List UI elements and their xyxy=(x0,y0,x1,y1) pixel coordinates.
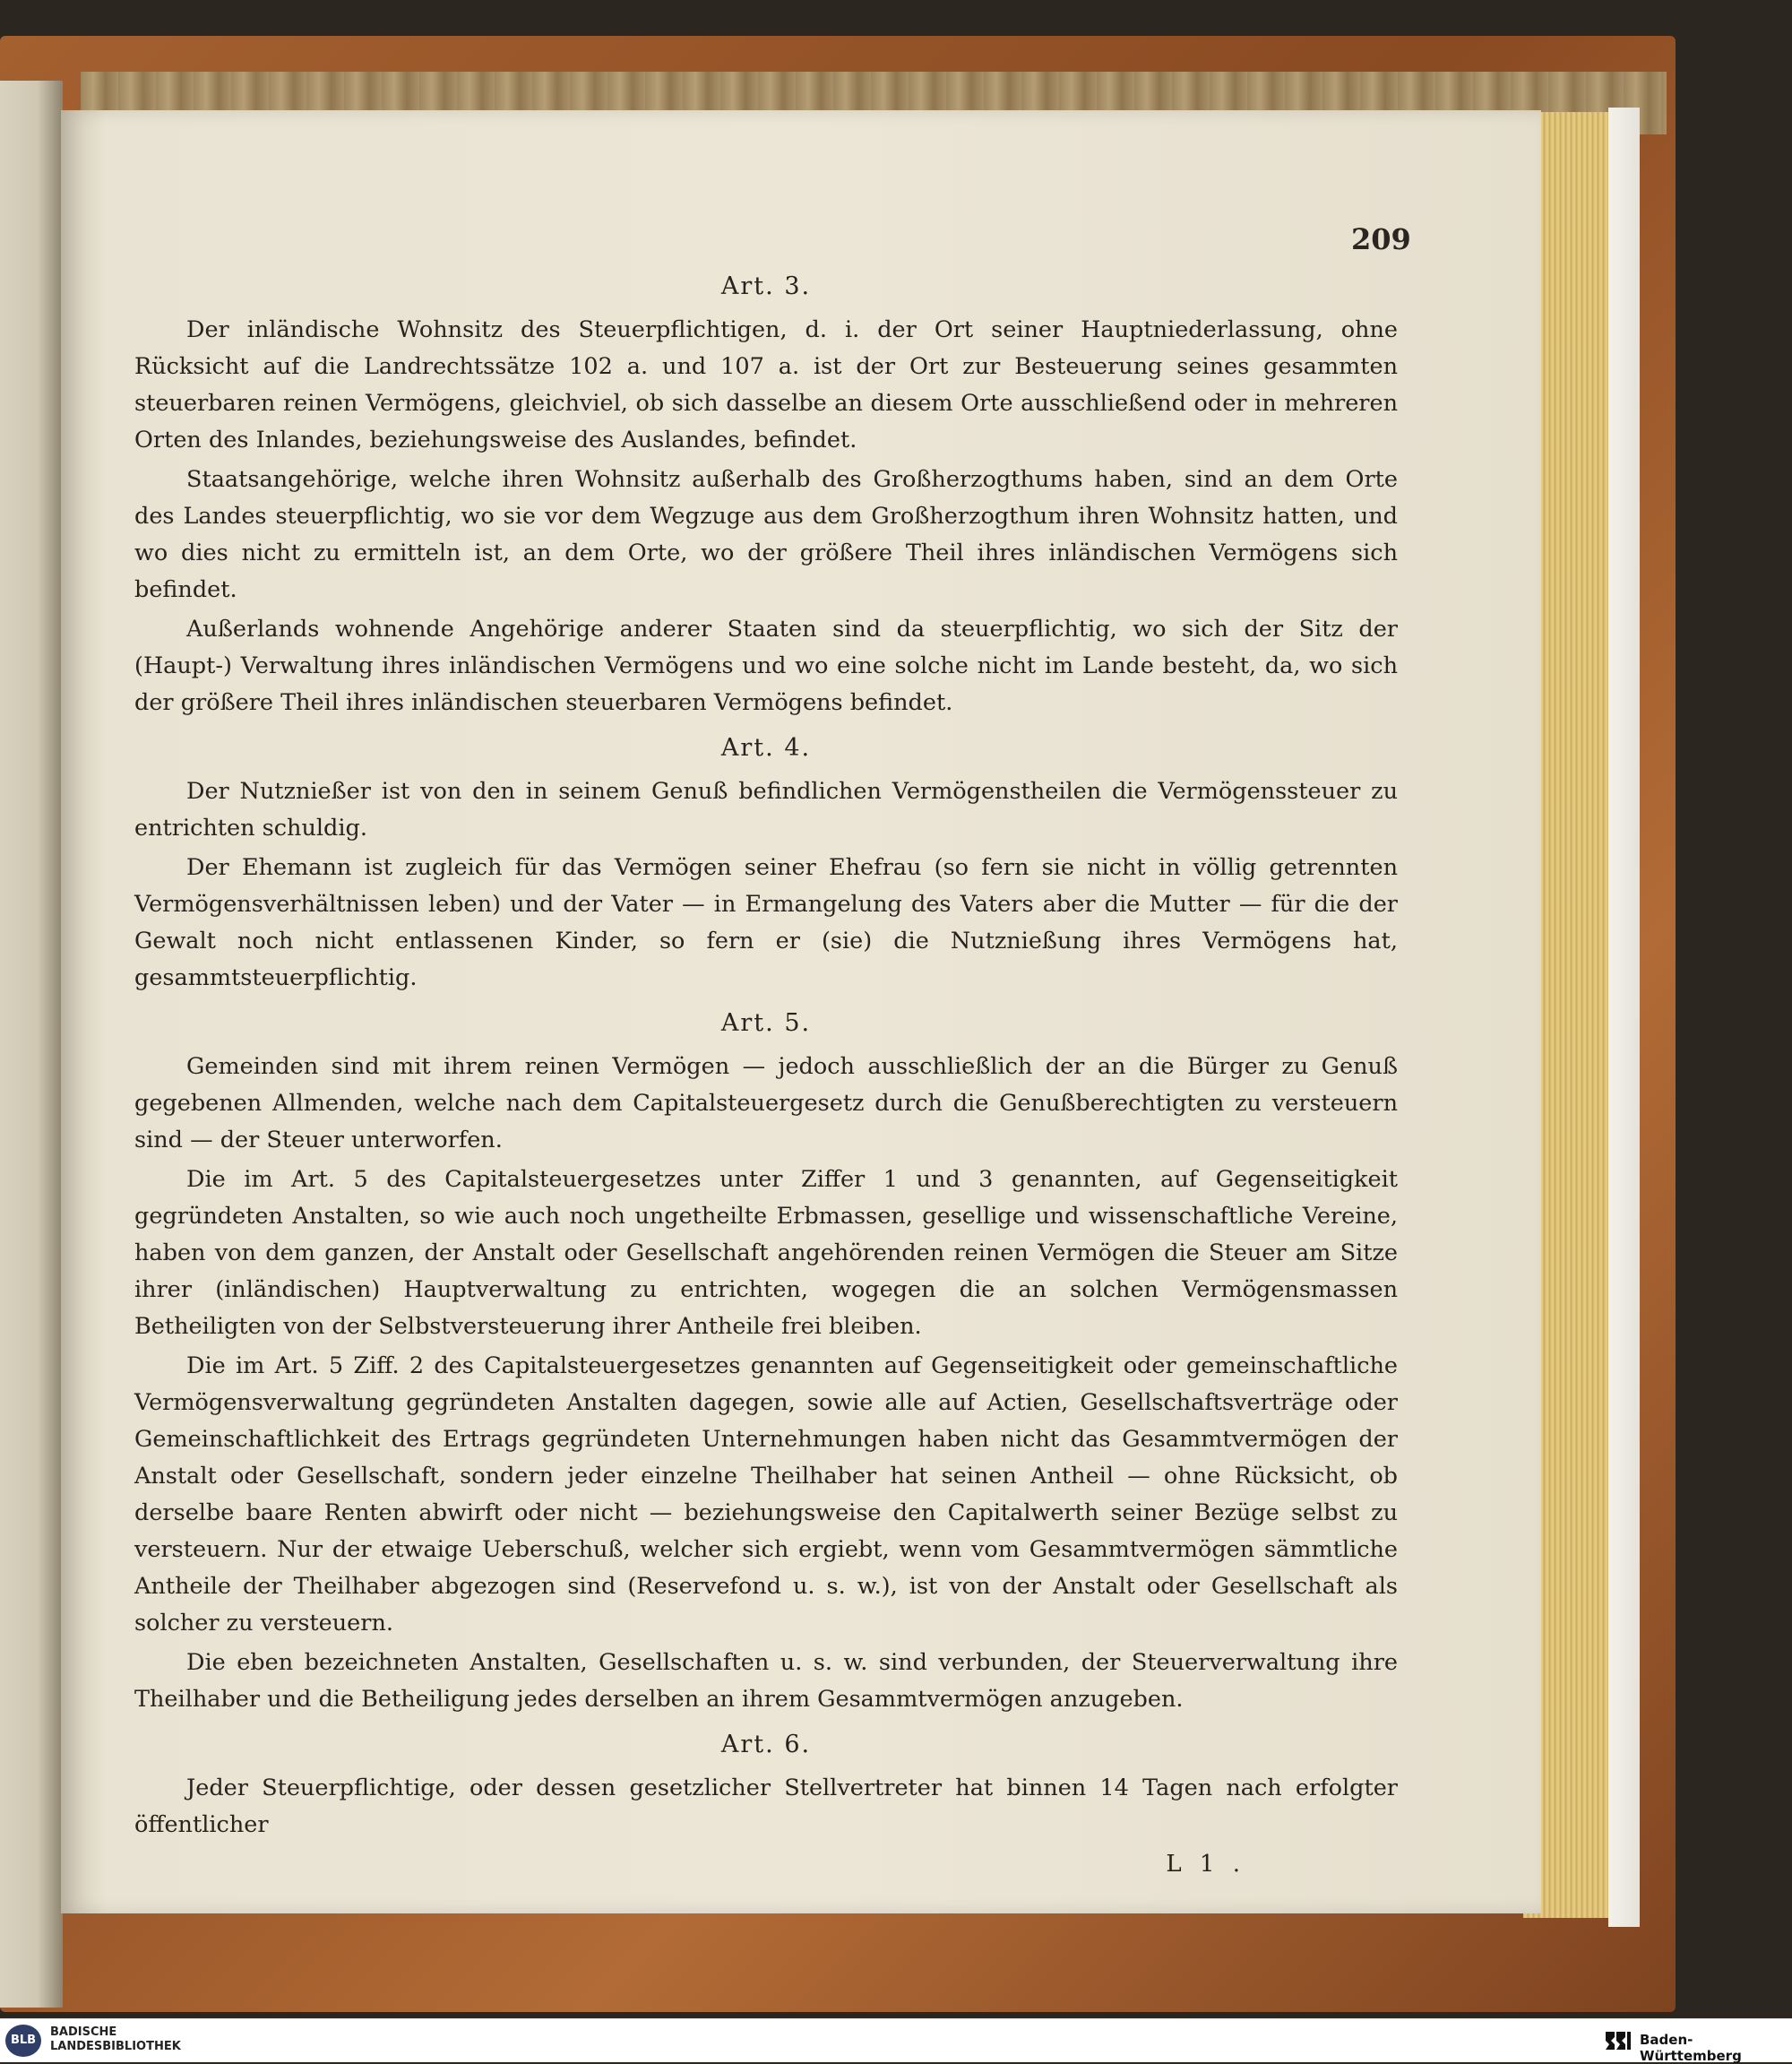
paragraph: Die im Art. 5 Ziff. 2 des Capitalsteuergesetzes genannten auf Gegenseitigkeit oder gemeinschaftliche Vermögensverwaltung gegründeten Anstalten dagegen, sowie alle auf Actien, Gesellschaftsverträge oder Gemeinschaftlichkeit des Ertrags gegründeten Unternehmungen haben nicht das Gesammtvermögen der Anstalt oder Gesellschaft, sondern jeder einzelne Theilhaber hat seinen Antheil — ohne Rücksicht, ob derselbe baare Renten abwirft oder nicht — beziehungsweise den Capitalwerth seiner Bezüge selbst zu versteuern. Nur der etwaige Ueberschuß, welcher sich ergiebt, wenn vom Gesammtvermögen sämmtliche Antheile der Theilhaber abgezogen sind (Reservefond u. s. w.), ist von der Anstalt oder Gesellschaft als solcher zu versteuern. xyxy=(134,1352,1398,1637)
article-heading: Art. 5. xyxy=(720,1009,812,1037)
paragraph: Gemeinden sind mit ihrem reinen Vermögen — jedoch ausschließlich der an die Bürger zu Genuß gegebenen Allmenden, welche nach dem Capitalsteuergesetz durch die Genußberechtigten zu versteuern sind — der Steuer unterworfen. xyxy=(134,1053,1398,1153)
facing-page-edge xyxy=(0,81,63,2008)
paragraph: Staatsangehörige, welche ihren Wohnsitz außerhalb des Großherzogthums haben, sind an dem Orte des Landes steuerpflichtig, wo sie vor dem Wegzuge aus dem Großherzogthum ihren Wohnsitz hatten, und wo dies nicht zu ermitteln ist, an dem Orte, wo der größere Theil ihres inländischen Vermögens sich befindet. xyxy=(134,466,1398,603)
paragraph: Der Ehemann ist zugleich für das Vermögen seiner Ehefrau (so fern sie nicht in völlig getrennten Vermögensverhältnissen leben) und der Vater — in Ermangelung des Vaters aber die Mutter — für die der Gewalt noch nicht entlassenen Kinder, so fern er (sie) die Nutznießung ihres Vermögens hat, gesammtsteuerpflichtig. xyxy=(134,854,1398,991)
paragraph: Jeder Steuerpflichtige, oder dessen gesetzlicher Stellvertreter hat binnen 14 Tagen nach erfolgter öffentlicher xyxy=(134,1775,1398,1838)
baden-wuerttemberg-lions-icon[interactable] xyxy=(1604,2028,1633,2053)
article-heading: Art. 6. xyxy=(720,1731,812,1758)
page-text xyxy=(134,260,1398,1882)
paragraph: Die eben bezeichneten Anstalten, Gesellschaften u. s. w. sind verbunden, der Steuerverwaltung ihre Theilhaber und die Betheiligung jedes derselben an ihrem Gesammtvermögen anzugeben. xyxy=(134,1649,1398,1713)
page-block-white-edge xyxy=(1608,108,1640,1927)
paragraph: Der Nutznießer ist von den in seinem Genuß befindlichen Vermögenstheilen die Vermögenssteuer zu entrichten schuldig. xyxy=(134,778,1398,842)
signature-mark: L 1 . xyxy=(1166,1851,1245,1878)
paragraph: Der inländische Wohnsitz des Steuerpflichtigen, d. i. der Ort seiner Hauptniederlassung, ohne Rücksicht auf die Landrechtssätze 102 a. und 107 a. ist der Ort zur Besteuerung seines gesammten steuerbaren reinen Vermögens, gleichviel, ob sich dasselbe an diesem Orte ausschließend oder in mehreren Orten des Inlandes, beziehungsweise des Auslandes, befindet. xyxy=(134,316,1398,453)
page-number: 209 xyxy=(1351,222,1411,256)
article-heading: Art. 3. xyxy=(720,272,812,300)
state-name[interactable]: Baden-Württemberg xyxy=(1640,2032,1742,2064)
blb-logo-icon[interactable]: BLB xyxy=(5,2025,41,2057)
footer-bar xyxy=(0,2018,1792,2062)
paragraph: Außerlands wohnende Angehörige anderer Staaten sind da steuerpflichtig, wo sich der Sitz der (Haupt-) Verwaltung ihres inländischen Vermögens und wo eine solche nicht im Lande besteht, da, wo sich der größere Theil ihres inländischen steuerbaren Vermögens befindet. xyxy=(134,616,1398,716)
article-heading: Art. 4. xyxy=(720,734,812,762)
paragraph: Die im Art. 5 des Capitalsteuergesetzes unter Ziffer 1 und 3 genannten, auf Gegenseitigkeit gegründeten Anstalten, so wie auch noch ungetheilte Erbmassen, gesellige und wissenschaftliche Vereine, haben von dem ganzen, der Anstalt oder Gesellschaft angehörenden reinen Vermögen die Steuer am Sitze ihrer (inländischen) Hauptverwaltung zu entrichten, wogegen die an solchen Vermögensmassen Betheiligten von der Selbstversteuerung ihrer Antheile frei bleiben. xyxy=(134,1166,1398,1340)
library-name[interactable]: BADISCHE LANDESBIBLIOTHEK xyxy=(50,2025,181,2053)
